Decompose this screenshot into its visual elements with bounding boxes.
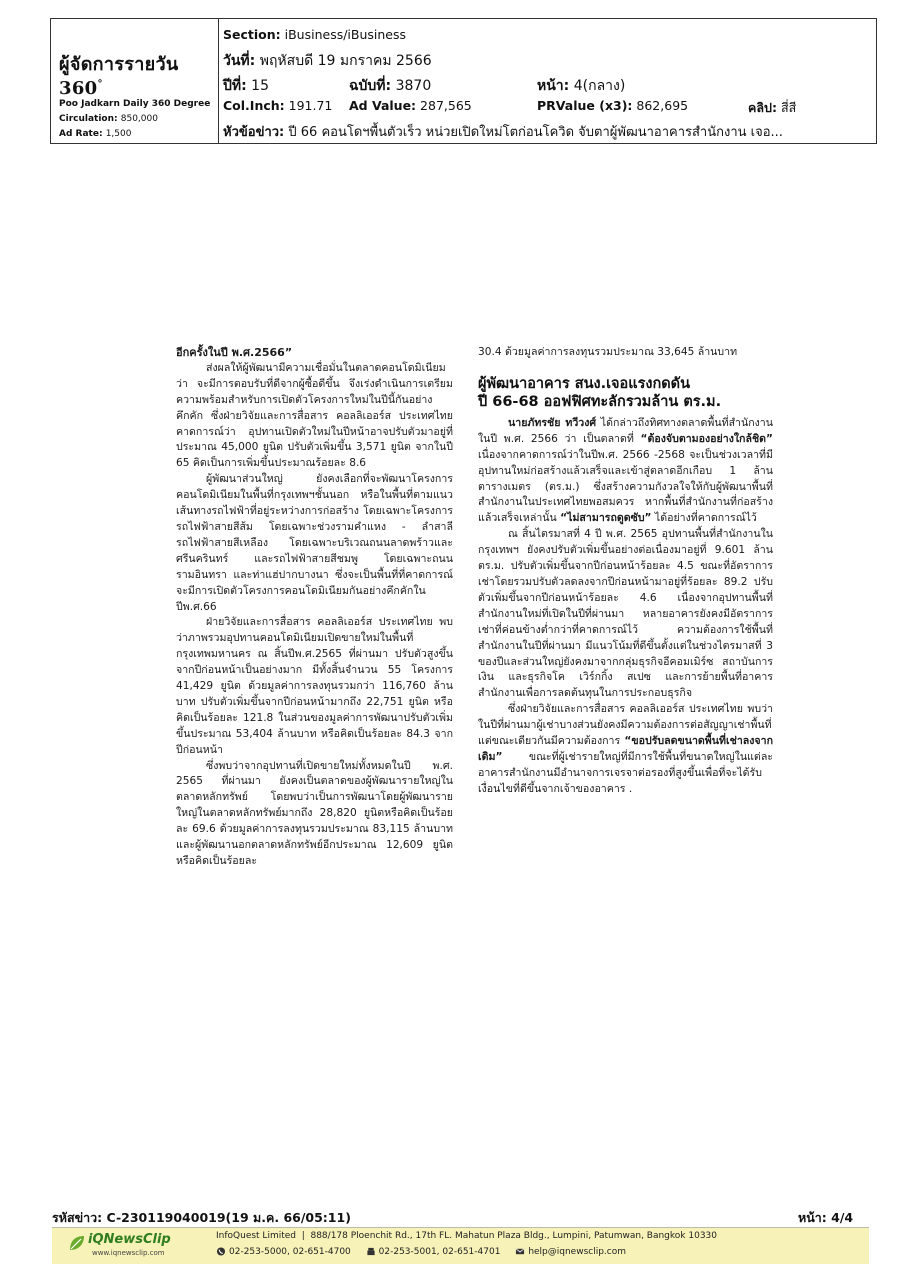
headline-row xyxy=(223,121,783,142)
phone-contact xyxy=(216,1247,357,1257)
section-value: iBusiness/iBusiness xyxy=(284,27,407,42)
fax-number: 02-253-5001, 02-651-4701 xyxy=(378,1247,501,1257)
section-row xyxy=(223,27,406,42)
date-value: พฤหัสบดี 19 มกราคม 2566 xyxy=(259,53,432,69)
ad-rate-value: 1,500 xyxy=(105,129,132,139)
clip-row xyxy=(748,98,796,118)
clip-value: สี่สี xyxy=(780,100,797,115)
circulation xyxy=(59,114,158,124)
pr-value-row xyxy=(537,98,688,113)
issue-value: 3870 xyxy=(395,78,432,94)
article-left-column xyxy=(176,345,453,870)
email-contact xyxy=(515,1247,632,1257)
ad-rate-label: Ad Rate: xyxy=(59,129,103,139)
fax-icon xyxy=(366,1247,376,1256)
text-run: ขณะที่ผู้เช่ารายใหญ่ที่มีการใช้พื้นที่ขนาดใหญ่ในแต่ละอาคารสำนักงานมีอำนาจการเจรจาต่อรองที่สูงขึ้นเพื่อที่จะได้รับเงื่อนไขที่ดีขึ้นจากเจ้าของอาคาร . xyxy=(478,750,773,795)
year-label: ปีที่: xyxy=(223,78,247,94)
section-label: Section: xyxy=(223,27,281,42)
colinch-value: 191.71 xyxy=(288,98,333,113)
circulation-label: Circulation: xyxy=(59,114,118,124)
colinch-row xyxy=(223,98,332,113)
page-label: หน้า: xyxy=(537,78,570,94)
publication-english-name: Poo Jadkarn Daily 360 Degree xyxy=(59,99,211,109)
clipping-header xyxy=(50,18,877,144)
issue-label: ฉบับที่: xyxy=(349,78,392,94)
quote: “ต้องจับตามองอย่างใกล้ชิด” xyxy=(640,432,773,445)
phone-number: 02-253-5000, 02-651-4700 xyxy=(229,1247,351,1257)
phone-icon xyxy=(216,1247,226,1256)
subheadline-line-2: ปี 66-68 ออฟฟิศทะลักรวมล้าน ตร.ม. xyxy=(478,393,722,410)
publication-title: ผู้จัดการรายวัน 360 xyxy=(59,54,179,99)
ad-rate xyxy=(59,129,131,139)
mail-icon xyxy=(515,1247,525,1256)
paragraph: ผู้พัฒนาส่วนใหญ่ ยังคงเลือกที่จะพัฒนาโครงการคอนโดมิเนียมในพื้นที่กรุงเทพฯชั้นนอก หรือในพื้นที่ตามแนวเส้นทางรถไฟฟ้าที่อยู่ระหว่างการก่อสร้าง โดยเฉพาะโครงการรถไฟฟ้าสายสีส้ม โดยเฉพาะช่วงรามคำแหง - ลำสาลี รถไฟฟ้าสายสีเหลือง โดยเฉพาะบริเวณถนนลาดพร้าวและศรีนครินทร์ และรถไฟฟ้าสายสีชมพู โดยเฉพาะถนนรามอินทรา และท่าแฮ่ปากบางนา ซึ่งจะเป็นพื้นที่ที่คาดการณ์จะมีการเปิดตัวโครงการคอนโดมิเนียมกันอย่างคึกคักในปีพ.ศ.66 xyxy=(176,473,453,613)
text-run: ซึ่งฝ่ายวิจัยและการสื่อสาร คอลลิเออร์ส ประเทศไทย พบว่าในปีที่ผ่านมาผู้เช่าบางส่วนยังคงมีความต้องการต่อสัญญาเช่าพื้นที่ แต่ขณะเดียวกันมีความต้องการ xyxy=(478,703,773,748)
year-row xyxy=(223,75,269,97)
article-right-column xyxy=(478,345,773,798)
issue-row xyxy=(349,75,431,97)
degree-mark: ° xyxy=(97,79,103,90)
colinch-label: Col.Inch: xyxy=(223,98,285,113)
date-row xyxy=(223,50,432,72)
headline-value: ปี 66 คอนโดฯพื้นตัวเร็ว หน่วยเปิดใหม่โตก่อนโควิด จับตาผู้พัฒนาอาคารสำนักงาน เจอ... xyxy=(288,125,783,140)
address: 888/178 Ploenchit Rd., 17th FL. Mahatun Plaza Bldg., Lumpini, Patumwan, Bangkok 10330 xyxy=(310,1231,717,1241)
publication-name xyxy=(59,49,218,99)
paragraph: ฝ่ายวิจัยและการสื่อสาร คอลลิเออร์ส ประเทศไทย พบว่าภาพรวมอุปทานคอนโดมิเนียมเปิดขายใหม่ในพื้นที่กรุงเทพมหานคร ณ สิ้นปีพ.ศ.2565 ที่ผ่านมา ปรับตัวสูงขึ้นจากปีก่อนหน้าเป็นอย่างมาก มีทั้งสิ้นจำนวน 55 โครงการ 41,429 ยูนิต ด้วยมูลค่าการลงทุนรวมกว่า 116,760 ล้านบาท ปรับตัวเพิ่มขึ้นจากปีก่อนหน้ามากถึง 22,751 ยูนิต หรือคิดเป็นร้อยละ 121.8 ในส่วนของมูลค่าการพัฒนาปรับตัวเพิ่มขึ้นประมาณ 53,404 ล้านบาท หรือคิดเป็นร้อยละ 84.3 จากปีก่อนหน้า xyxy=(176,616,453,756)
quote: “ไม่สามารถดูดซับ” xyxy=(560,512,652,525)
pr-value-label: PRValue (x3): xyxy=(537,98,633,113)
ad-value-value: 287,565 xyxy=(420,98,472,113)
headline-label: หัวข้อข่าว: xyxy=(223,125,285,140)
page-number: หน้า: 4/4 xyxy=(798,1210,854,1225)
ad-value-row xyxy=(349,98,472,113)
paragraph: ส่งผลให้ผู้พัฒนามีความเชื่อมั่นในตลาดคอนโดมิเนียมว่า จะมีการตอบรับที่ดีจากผู้ซื้อดีขึ้น จึงเร่งดำเนินการเตรียมความพร้อมสำหรับการเปิดตัวโครงการใหม่ในปีนี้กันอย่างคึกคัก ซึ่งฝ่ายวิจัยและการสื่อสาร คอลลิเออร์ส ประเทศไทย คาดการณ์ว่า อุปทานเปิดตัวใหม่ในปีหน้าอาจปรับตัวมาอยู่ที่ประมาณ 45,000 ยูนิต ปรับตัวเพิ่มขึ้น 3,571 ยูนิต จากในปี 65 คิดเป็นการเพิ่มขึ้นประมาณร้อยละ 8.6 xyxy=(176,361,453,470)
news-id: รหัสข่าว: C-230119040019(19 ม.ค. 66/05:11) xyxy=(52,1210,351,1225)
quote: “ขอปรับลดขนาดพื้นที่เช่าลงจากเดิม” xyxy=(478,735,773,763)
clip-label: คลิป: xyxy=(748,100,777,115)
fax-contact xyxy=(366,1247,507,1257)
leaf-icon xyxy=(68,1234,86,1252)
publication-block xyxy=(51,19,219,143)
paragraph xyxy=(478,416,773,527)
company-address: InfoQuest Limited | 888/178 Ploenchit Rd., 17th FL. Mahatun Plaza Bldg., Lumpini, Patumwan, Bangkok 10330 xyxy=(216,1231,717,1241)
iqnewsclip-logo xyxy=(68,1232,198,1260)
company-name: InfoQuest Limited xyxy=(216,1231,296,1241)
speaker-name: นายภัทรชัย ทวีวงศ์ xyxy=(508,416,597,429)
year-value: 15 xyxy=(251,78,269,94)
text-run: ได้กล่าวถึงทิศทางตลาดพื้นที่สำนักงานในปี พ.ศ. 2566 ว่า เป็นตลาดที่ xyxy=(478,416,774,445)
contact-row xyxy=(216,1247,638,1257)
text-run: เนื่องจากคาดการณ์ว่าในปีพ.ศ. 2566 -2568 จะเป็นช่วงเวลาที่มีอุปทานใหม่ก่อสร้างแล้วเสร็จและเข้าสู่ตลาดอีกเกือบ 1 ล้านตารางเมตร (ตร.ม.) ซึ่งสร้างความกังวลใจให้กับผู้พัฒนาพื้นที่สำนักงานในประเทศไทยพอสมควร หากพื้นที่สำนักงานที่ก่อสร้างแล้วเสร็จเหล่านั้น xyxy=(478,448,773,525)
paragraph xyxy=(478,702,773,797)
paragraph: ณ สิ้นไตรมาสที่ 4 ปี พ.ศ. 2565 อุปทานพื้นที่สำนักงานในกรุงเทพฯ ยังคงปรับตัวเพิ่มขึ้นอย่างต่อเนื่องมาอยู่ที่ 9.601 ล้าน ตร.ม. ปรับตัวเพิ่มขึ้นจากปีก่อนหน้าร้อยละ 4.5 ขณะที่อัตราการเช่าโดยรวมปรับตัวลดลงจากปีก่อนหน้ามาอยู่ที่ร้อยละ 89.2 ปรับตัวเพิ่มขึ้นจากปีก่อนหน้าร้อยละ 4.6 เนื่องจากอุปทานพื้นที่สำนักงานใหม่ที่เปิดในปีที่ผ่านมา หลายอาคารยังคงมีอัตราการเช่าที่ค่อนข้างต่ำกว่าที่คาดการณ์ไว้ ความต้องการใช้พื้นที่สำนักงานในปีที่ผ่านมา มีแนวโน้มที่ดีขึ้นตั้งแต่ในช่วงไตรมาสที่ 3 ของปีและส่วนใหญ่ยังคงมาจากกลุ่มธุรกิจอีคอมเมิร์ซ สถาบันการเงิน และธุรกิจโค เวิร์กกิ้ง สเปซ และการย้ายพื้นที่อาคารสำนักงานเพื่อการลดต้นทุนในการประกอบธุรกิจ xyxy=(478,528,773,700)
date-label: วันที่: xyxy=(223,53,256,69)
paragraph: 30.4 ด้วยมูลค่าการลงทุนรวมประมาณ 33,645 ล้านบาท xyxy=(478,346,738,358)
pr-value-value: 862,695 xyxy=(636,98,689,113)
text-run: ได้อย่างที่คาดการณ์ไว้ xyxy=(651,512,757,525)
circulation-value: 850,000 xyxy=(120,114,158,124)
logo-url: www.iqnewsclip.com xyxy=(92,1249,165,1257)
page-row xyxy=(537,75,625,97)
email-address[interactable]: help@iqnewsclip.com xyxy=(528,1247,627,1257)
ad-value-label: Ad Value: xyxy=(349,98,417,113)
left-column-heading: อีกครั้งในปี พ.ศ.2566” xyxy=(176,346,293,359)
paragraph: ซึ่งพบว่าจากอุปทานที่เปิดขายใหม่ทั้งหมดในปี พ.ศ. 2565 ที่ผ่านมา ยังคงเป็นตลาดของผู้พัฒนารายใหญ่ในตลาดหลักทรัพย์ โดยพบว่าเป็นการพัฒนาโดยผู้พัฒนารายใหญ่ในตลาดหลักทรัพย์มากถึง 28,820 ยูนิตหรือคิดเป็นร้อยละ 69.6 ด้วยมูลค่าการลงทุนรวมประมาณ 83,115 ล้านบาท และผู้พัฒนานอกตลาดหลักทรัพย์อีกประมาณ 12,609 ยูนิต หรือคิดเป็นร้อยละ xyxy=(176,759,453,867)
footer-bar xyxy=(52,1227,869,1264)
page-value: 4(กลาง) xyxy=(573,78,626,94)
subheadline-line-1: ผู้พัฒนาอาคาร สนง.เจอแรงกดดัน xyxy=(478,375,690,392)
logo-text: iQNewsClip xyxy=(88,1232,171,1247)
